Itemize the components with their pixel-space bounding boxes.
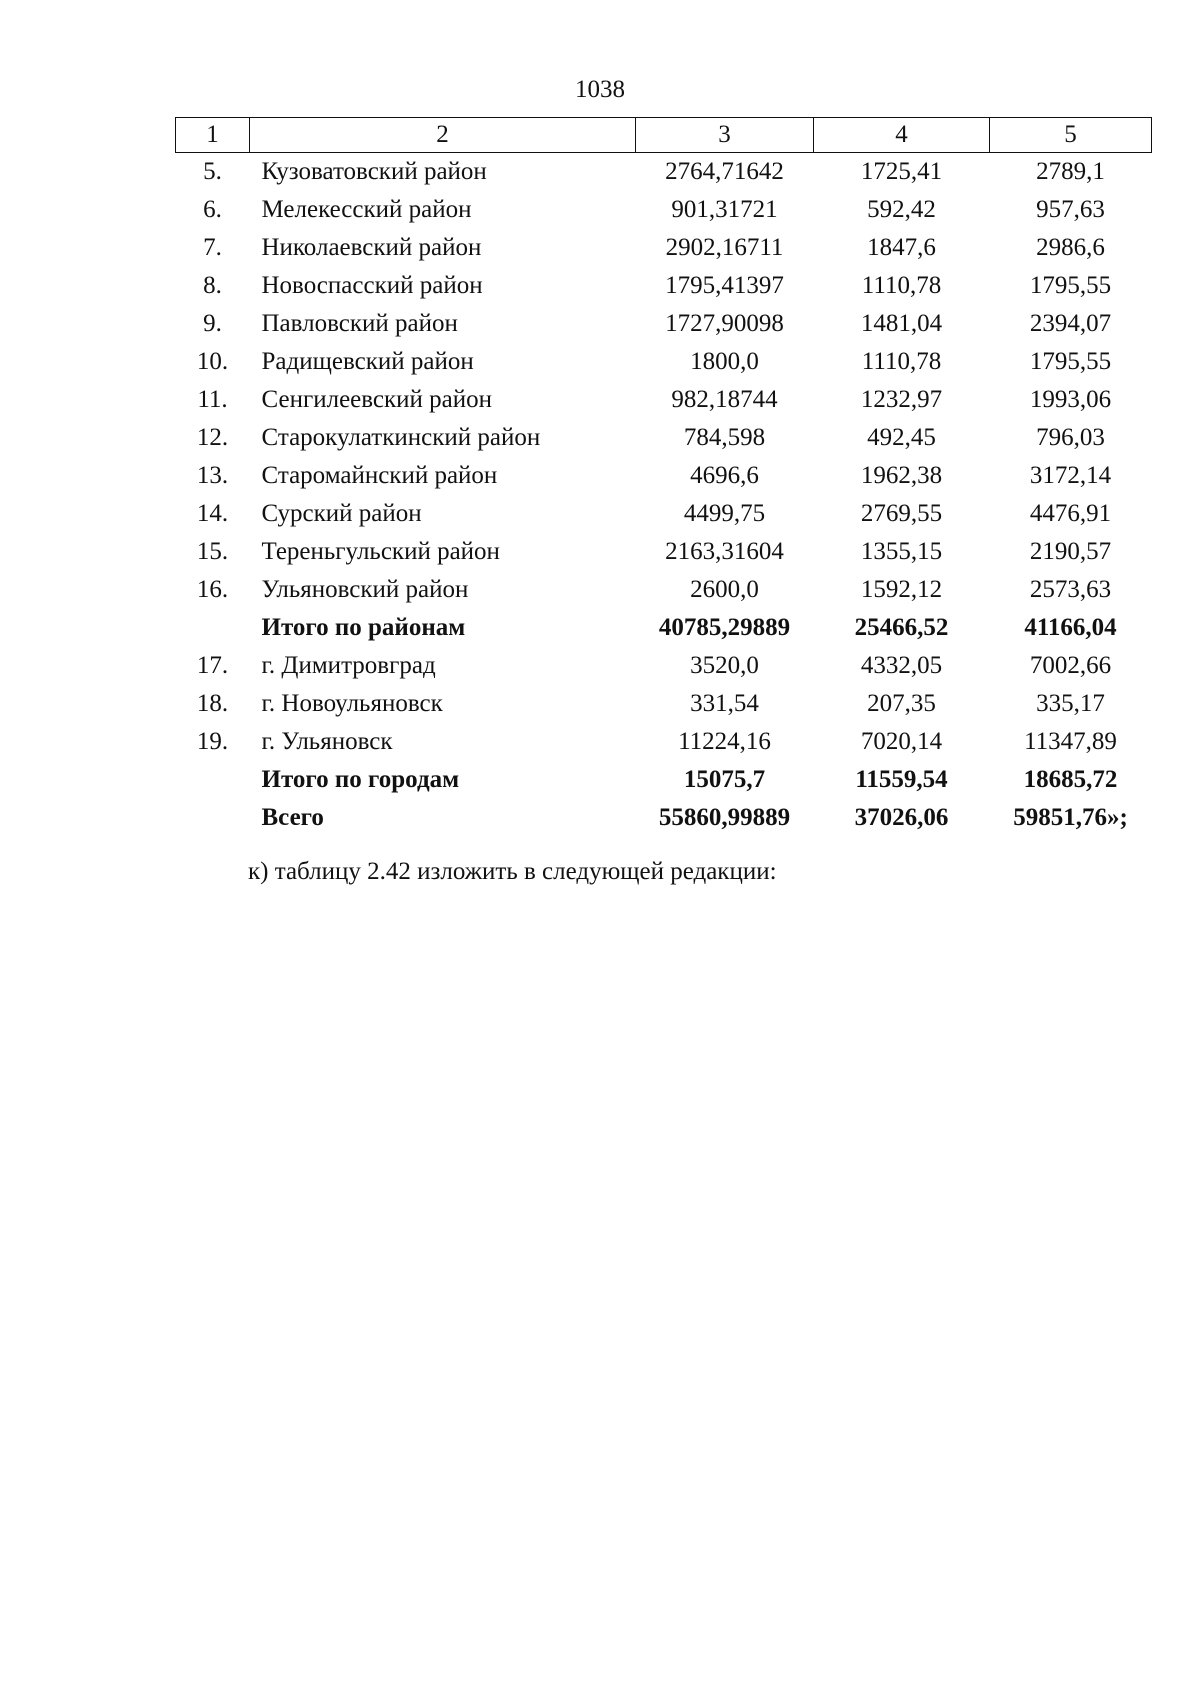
row-name: Итого по городам: [261, 766, 460, 793]
row-name: г. Димитровград: [261, 652, 436, 679]
row-number: [176, 761, 250, 799]
row-value-col3: 4696,6: [690, 462, 759, 489]
header-col-1: 1: [176, 118, 250, 153]
row-number: [176, 799, 250, 837]
row-value-col4: 1232,97: [860, 386, 943, 413]
row-number: 12.: [196, 424, 229, 451]
budget-table: [175, 117, 1152, 837]
row-number: 18.: [196, 690, 229, 717]
table-header: [176, 118, 1152, 153]
row-value-col3: 40785,29889: [658, 614, 791, 641]
table-row: [176, 723, 1152, 761]
table-row: [176, 267, 1152, 305]
table-row: [176, 381, 1152, 419]
row-value-col5: 2394,07: [1029, 310, 1112, 337]
row-number: [176, 609, 250, 647]
row-number: 13.: [196, 462, 229, 489]
row-value-col4: 37026,06: [854, 804, 949, 831]
row-value-col3: 901,31721: [671, 196, 778, 223]
table-row: [176, 153, 1152, 192]
row-value-col5: 3172,14: [1029, 462, 1112, 489]
row-value-col5: 11347,89: [1024, 728, 1117, 755]
row-value-col5: 335,17: [1036, 690, 1105, 717]
row-value-col4: 207,35: [867, 690, 936, 717]
table-row: [176, 571, 1152, 609]
row-value-col4: 1962,38: [860, 462, 943, 489]
row-value-col3: 784,598: [683, 424, 766, 451]
row-value-col3: 982,18744: [671, 386, 778, 413]
row-name: Мелекесский район: [261, 196, 472, 223]
row-name: Всего: [261, 804, 324, 831]
row-number: 7.: [203, 234, 222, 261]
row-value-col4: 1110,78: [861, 272, 942, 299]
row-name: Старокулаткинский район: [261, 424, 541, 451]
row-value-col3: 2163,31604: [665, 538, 784, 565]
table-row: [176, 305, 1152, 343]
table-body: [176, 153, 1152, 838]
header-col-2: 2: [250, 118, 636, 153]
row-value-col4: 1592,12: [860, 576, 943, 603]
row-value-col4: 1847,6: [867, 234, 936, 261]
row-value-col5: 4476,91: [1029, 500, 1112, 527]
row-value-col5: 796,03: [1036, 424, 1105, 451]
row-number: 11.: [197, 386, 228, 413]
row-number: 10.: [196, 348, 229, 375]
row-value-col3: 15075,7: [683, 766, 766, 793]
row-value-col4: 1110,78: [861, 348, 942, 375]
table-row: [176, 229, 1152, 267]
row-number: 17.: [196, 652, 229, 679]
row-value-col5: 957,63: [1036, 196, 1105, 223]
row-value-col4: 1725,41: [860, 158, 943, 185]
table-row-total: [176, 609, 1152, 647]
row-value-col3: 11224,16: [678, 728, 771, 755]
header-col-5: 5: [990, 118, 1152, 153]
row-value-col3: 4499,75: [683, 500, 766, 527]
row-number: 6.: [203, 196, 222, 223]
row-value-col5: 2190,57: [1029, 538, 1112, 565]
row-name: г. Новоульяновск: [261, 690, 443, 717]
header-col-3: 3: [636, 118, 814, 153]
table-row-total: [176, 799, 1152, 837]
row-number: 16.: [196, 576, 229, 603]
header-row: [176, 118, 1152, 153]
row-number: 19.: [196, 728, 229, 755]
table-row: [176, 647, 1152, 685]
row-value-col5: 1993,06: [1029, 386, 1112, 413]
row-name: Сурский район: [261, 500, 422, 527]
row-value-col5: 2789,1: [1036, 158, 1105, 185]
row-number: 8.: [203, 272, 222, 299]
row-value-col3: 1800,0: [690, 348, 759, 375]
row-value-col5: 41166,04: [1024, 614, 1117, 641]
row-value-col3: 2902,16711: [665, 234, 784, 261]
row-name: Сенгилеевский район: [261, 386, 493, 413]
row-value-col5: 7002,66: [1029, 652, 1112, 679]
row-value-col3: 1795,41397: [665, 272, 784, 299]
row-value-col4: 25466,52: [854, 614, 949, 641]
row-value-col4: 11559,54: [855, 766, 948, 793]
table-row: [176, 495, 1152, 533]
row-value-col5: 1795,55: [1029, 348, 1112, 375]
table-row: [176, 533, 1152, 571]
row-value-col5: 2986,6: [1036, 234, 1105, 261]
row-name: Павловский район: [261, 310, 458, 337]
row-number: 15.: [196, 538, 229, 565]
closing-text: к) таблицу 2.42 изложить в следующей редакции:: [248, 858, 777, 885]
row-name: Новоспасский район: [261, 272, 483, 299]
header-col-4: 4: [814, 118, 990, 153]
row-value-col3: 1727,90098: [665, 310, 784, 337]
row-value-col5: 59851,76»;: [1013, 804, 1128, 831]
row-value-col4: 592,42: [867, 196, 936, 223]
row-value-col4: 7020,14: [860, 728, 943, 755]
row-value-col4: 4332,05: [860, 652, 943, 679]
row-name: Николаевский район: [261, 234, 482, 261]
row-number: 5.: [203, 158, 222, 185]
table-row: [176, 457, 1152, 495]
row-value-col4: 2769,55: [860, 500, 943, 527]
page-number: 1038: [575, 76, 625, 103]
table-row-total: [176, 761, 1152, 799]
row-value-col3: 331,54: [690, 690, 759, 717]
table-row: [176, 191, 1152, 229]
row-value-col4: 1481,04: [860, 310, 943, 337]
row-name: Старомайнский район: [261, 462, 498, 489]
row-value-col4: 1355,15: [860, 538, 943, 565]
row-value-col4: 492,45: [867, 424, 936, 451]
row-number: 14.: [196, 500, 229, 527]
table-row: [176, 343, 1152, 381]
row-value-col3: 55860,99889: [658, 804, 791, 831]
table-row: [176, 419, 1152, 457]
row-value-col5: 1795,55: [1029, 272, 1112, 299]
row-value-col5: 2573,63: [1029, 576, 1112, 603]
row-value-col5: 18685,72: [1023, 766, 1118, 793]
row-number: 9.: [203, 310, 222, 337]
row-name: Радищевский район: [261, 348, 474, 375]
row-value-col3: 3520,0: [690, 652, 759, 679]
table-row: [176, 685, 1152, 723]
row-name: Кузоватовский район: [261, 158, 487, 185]
row-name: Итого по районам: [261, 614, 466, 641]
row-value-col3: 2764,71642: [665, 158, 784, 185]
row-name: г. Ульяновск: [261, 728, 393, 755]
row-name: Ульяновский район: [261, 576, 469, 603]
row-value-col3: 2600,0: [690, 576, 759, 603]
row-name: Тереньгульский район: [261, 538, 500, 565]
